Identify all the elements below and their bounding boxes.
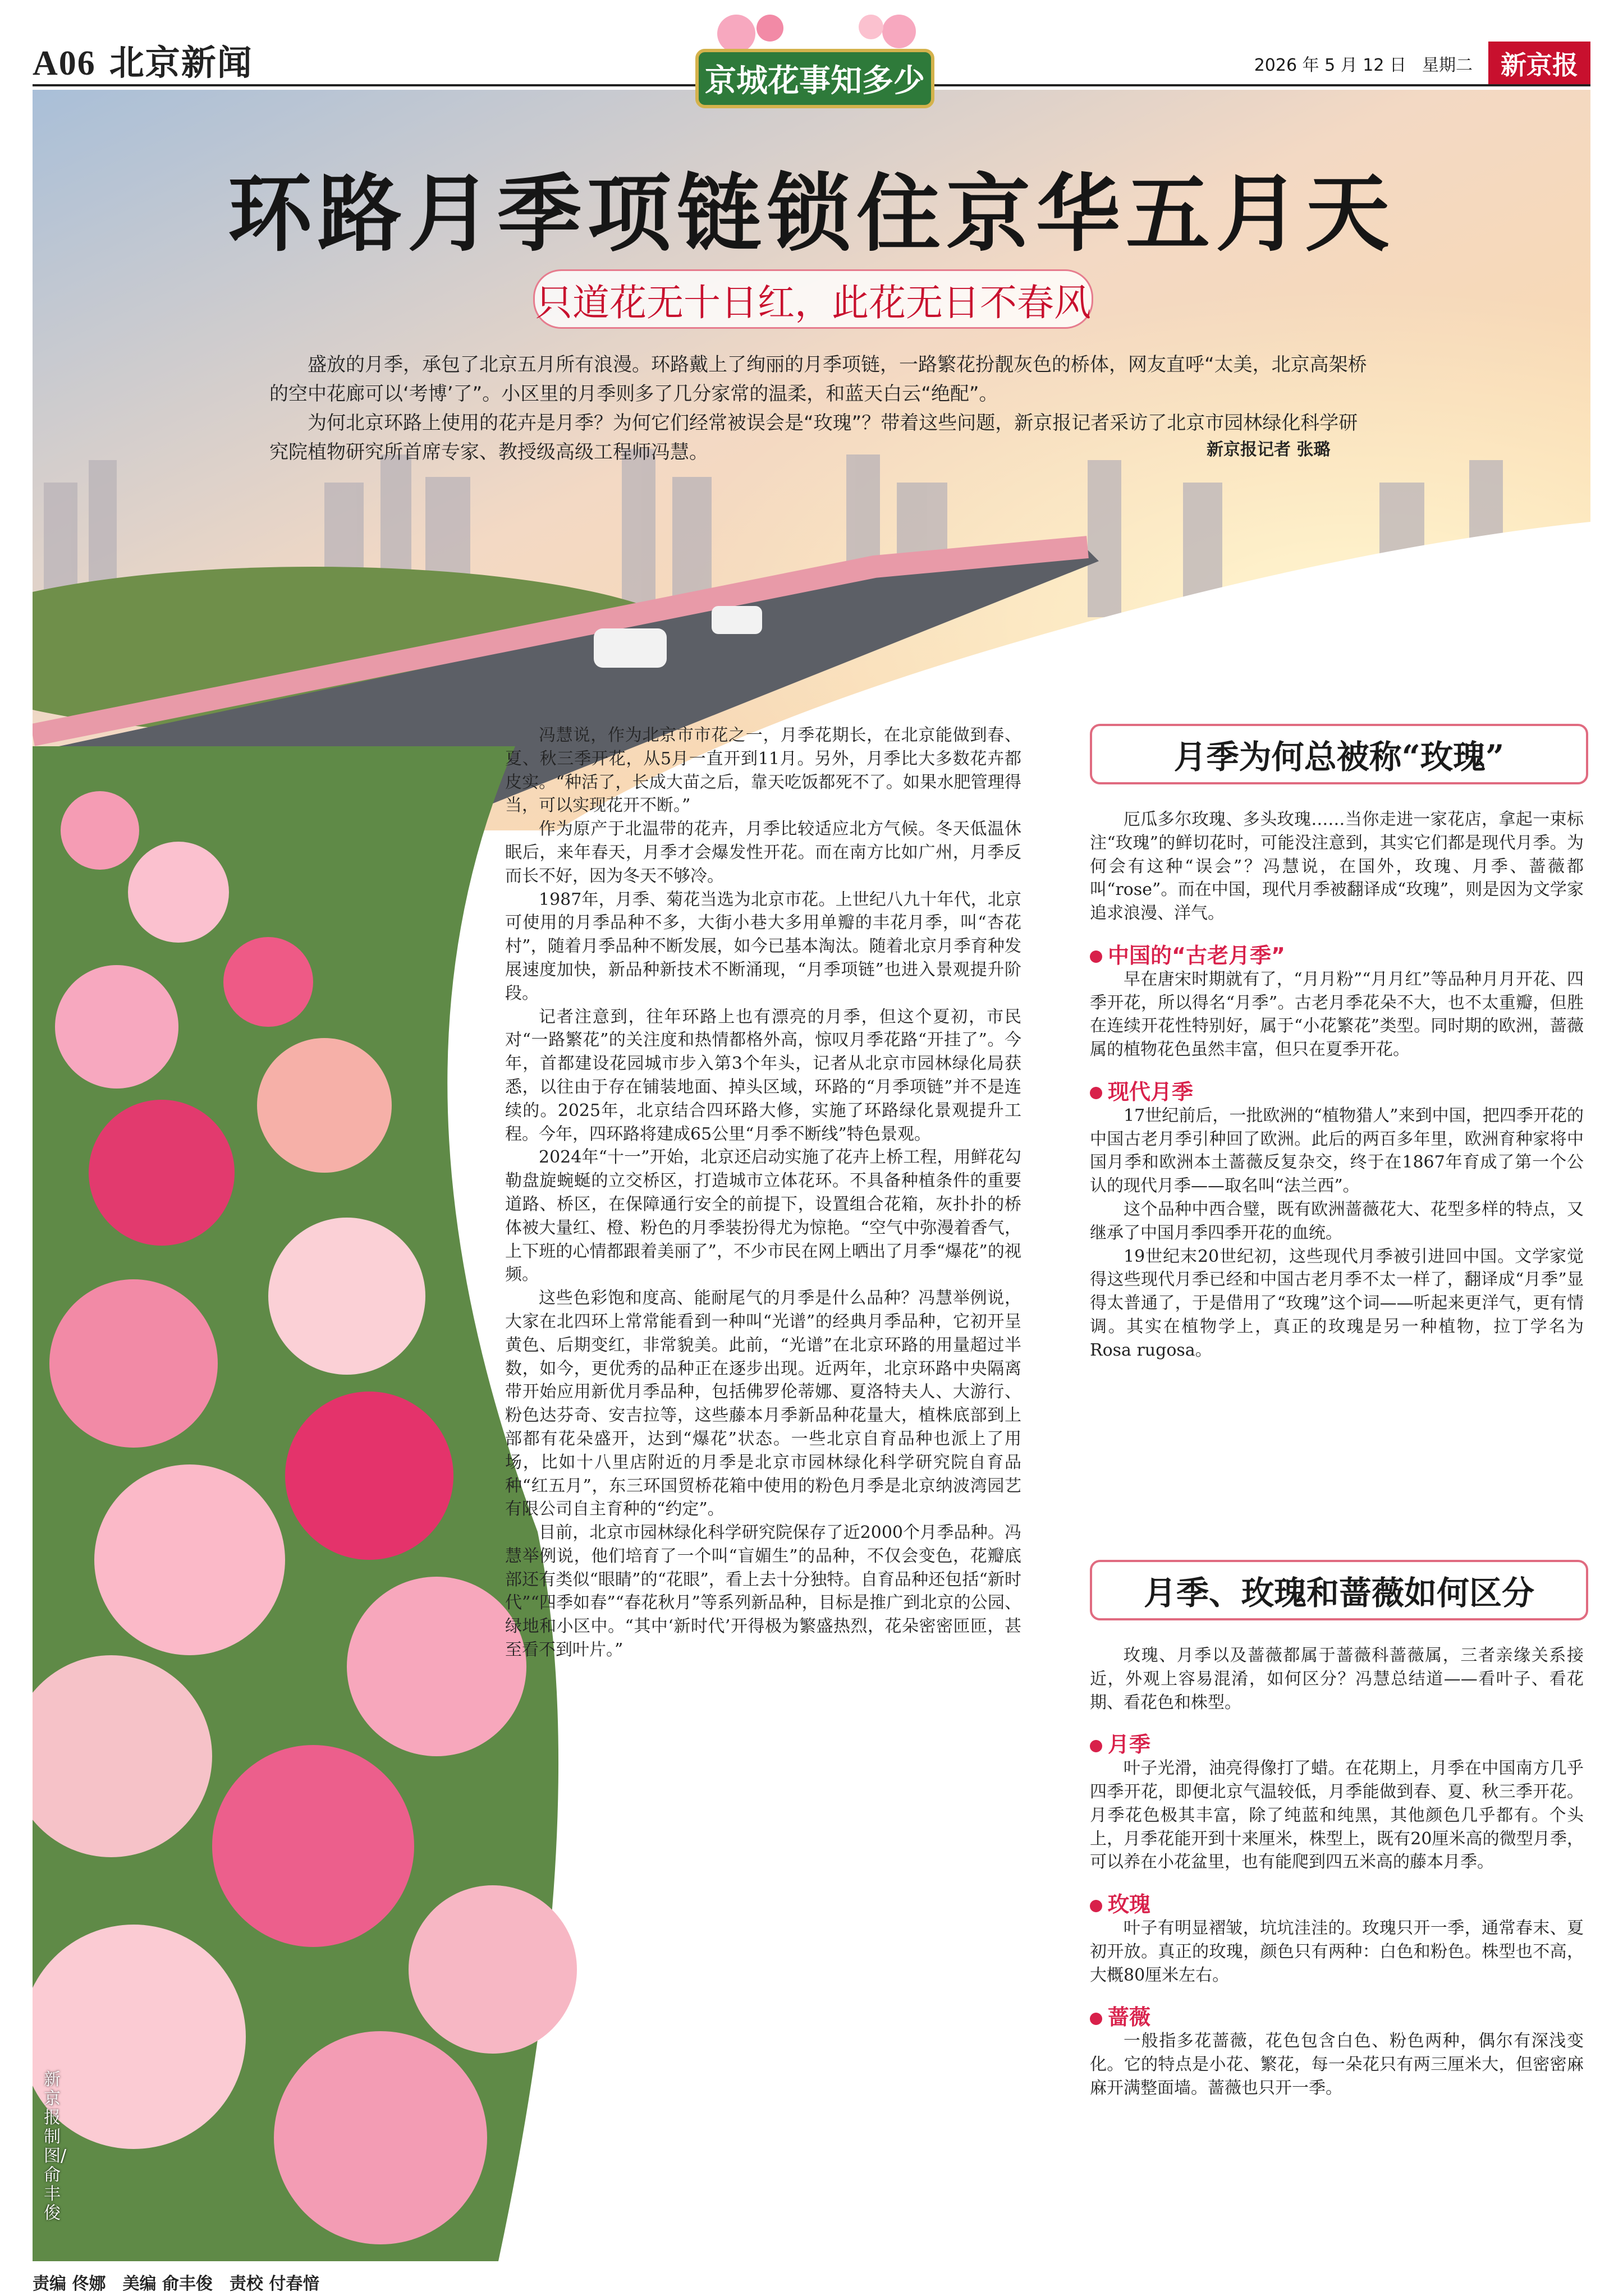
sidebar-body-rose-name xyxy=(1090,808,1584,1362)
sidebar-paragraph: 叶子有明显褶皱，坑坑洼洼的。玫瑰只开一季，通常春末、夏初开放。真正的玫瑰，颜色只有两种：白色和粉色。株型也不高，大概80厘米左右。 xyxy=(1090,1918,1584,1985)
sidebar-paragraph: 这个品种中西合璧，既有欧洲蔷薇花大、花型多样的特点，又继承了中国月季四季开花的血统。 xyxy=(1090,1199,1584,1243)
body-paragraph: 这些色彩饱和度高、能耐尾气的月季是什么品种？冯慧举例说，大家在北四环上常常能看到一种叫“光谱”的经典月季品种，它初开呈黄色、后期变红，非常貌美。此前，“光谱”在北京环路的用量超过半数，如今，更优秀的品种正在逐步出现。近两年，北京环路中央隔离带开始应用新优月季品种，包括佛罗伦蒂娜、夏洛特夫人、大游行、粉色达芬奇、安吉拉等，这些藤本月季新品种花量大，植株底部到上部都有花朵盛开，达到“爆花”状态。一些北京自育品种也派上了用场，比如十八里店附近的月季是北京市园林绿化科学研究院自育品种“红五月”，东三环国贸桥花箱中使用的粉色月季是北京纳波湾园艺有限公司自主育种的“约定”。 xyxy=(505,1288,1021,1519)
editor-credits: 责编 佟娜 美编 俞丰俊 责校 付春愔 xyxy=(33,2274,320,2294)
sidebar-title-rose-name: 月季为何总被称“玫瑰” xyxy=(1090,724,1588,784)
sidebar-paragraph: 一般指多花蔷薇，花色包含白色、粉色两种，偶尔有深浅变化。它的特点是小花、繁花，每一朵花只有两三厘米大，但密密麻麻开满整面墙。蔷薇也只开一季。 xyxy=(1090,2031,1584,2098)
body-paragraph: 目前，北京市园林绿化科学研究院保存了近2000个月季品种。冯慧举例说，他们培育了一个叫“盲媚生”的品种，不仅会变色，花瓣底部还有类似“眼睛”的“花眼”，看上去十分独特。自育品种还包括“新时代”“四季如春”“春花秋月”等系列新品种，目标是推广到北京的公园、绿地和小区中。“其中‘新时代’开得极为繁盛热烈，花朵密密匝匝，甚至看不到叶片。” xyxy=(505,1523,1021,1660)
lead-text: 为何北京环路上使用的花卉是月季？为何它们经常被误会是“玫瑰”？带着这些问题，新京报记者采访了北京市园林绿化科学研究院植物研究所首席专家、教授级高级工程师冯慧。 xyxy=(269,412,1358,463)
illustration-credit: 新京报制图/俞丰俊 xyxy=(44,2070,67,2223)
lead-text: 盛放的月季，承包了北京五月所有浪漫。环路戴上了绚丽的月季项链，一路繁花扮靓灰色的桥体，网友直呼“太美，北京高架桥的空中花廊可以‘考博’了”。小区里的月季则多了几分家常的温柔，和蓝天白云“绝配”。 xyxy=(269,353,1367,405)
byline: 新京报记者 张璐 xyxy=(1207,440,1331,460)
sidebar-paragraph: 厄瓜多尔玫瑰、多头玫瑰……当你走进一家花店，拿起一束标注“玫瑰”的鲜切花时，可能没注意到，其实它们都是现代月季。为何会有这种“误会”？冯慧说，在国外，玫瑰、月季、蔷薇都叫“rose”。而在中国，现代月季被翻译成“玫瑰”，则是因为文学家追求浪漫、洋气。 xyxy=(1090,810,1584,924)
article-body xyxy=(505,724,1021,1662)
issue-weekday: 星期二 xyxy=(1422,56,1473,75)
page-header-right xyxy=(1254,42,1590,85)
body-paragraph: 冯慧说，作为北京市市花之一，月季花期长，在北京能做到春、夏、秋三季开花，从5月一直开到11月。另外，月季比大多数花卉都皮实。“种活了，长成大苗之后，靠天吃饭都死不了。如果水肥管理得当，可以实现花开不断。” xyxy=(505,725,1021,816)
newspaper-logo: 新京报 xyxy=(1488,42,1590,85)
subheading-yueji: 月季 xyxy=(1090,1733,1584,1757)
body-paragraph: 记者注意到，往年环路上也有漂亮的月季，但这个夏初，市民对“一路繁花”的关注度和热情都格外高，惊叹月季花路“开挂了”。今年，首都建设花园城市步入第3个年头，记者从北京市园林绿化局获悉，以往由于存在铺装地面、掉头区域，环路的“月季项链”并不是连续的。2025年，北京结合四环路大修，实施了环路绿化景观提升工程。今年，四环路将建成65公里“月季不断线”特色景观。 xyxy=(505,1007,1021,1144)
subheading-meigui: 玫瑰 xyxy=(1090,1893,1584,1917)
body-paragraph: 1987年，月季、菊花当选为北京市花。上世纪八九十年代，北京可使用的月季品种不多，大街小巷大多用单瓣的丰花月季，叫“杏花村”，随着月季品种不断发展，如今已基本淘汰。随着北京月季育种发展速度加快，新品种新技术不断涌现，“月季项链”也进入景观提升阶段。 xyxy=(505,889,1021,1003)
body-paragraph: 作为原产于北温带的花卉，月季比较适应北方气候。冬天低温休眠后，来年春天，月季才会爆发性开花。而在南方比如广州，月季反而长不好，因为冬天不够冷。 xyxy=(505,819,1021,886)
sidebar-paragraph: 17世纪前后，一批欧洲的“植物猎人”来到中国，把四季开花的中国古老月季引种回了欧洲。此后的两百多年里，欧洲育种家将中国月季和欧洲本土蔷薇反复杂交，终于在1867年育成了第一个公认的现代月季——取名叫“法兰西”。 xyxy=(1090,1105,1584,1196)
issue-date: 2026 年 5 月 12 日 xyxy=(1254,56,1406,75)
headline: 环路月季项链锁住京华五月天 xyxy=(227,164,1395,263)
subheading-ancient-rose: 中国的“古老月季” xyxy=(1090,944,1584,968)
sidebar-body-distinguish xyxy=(1090,1644,1584,2100)
column-title: 京城花事知多少 xyxy=(705,63,925,99)
lead-paragraph xyxy=(269,350,1369,467)
sidebar-title-distinguish: 月季、玫瑰和蔷薇如何区分 xyxy=(1090,1560,1588,1620)
page-number: A06 xyxy=(33,44,96,82)
sidebar-paragraph: 早在唐宋时期就有了，“月月粉”“月月红”等品种月月开花、四季开花，所以得名“月季”。古老月季花朵不大，也不太重瓣，但胜在连续开花性特别好，属于“小花繁花”类型。同时期的欧洲，蔷薇属的植物花色虽然丰富，但只在夏季开花。 xyxy=(1090,969,1584,1060)
sidebar-paragraph: 叶子光滑，油亮得像打了蜡。在花期上，月季在中国南方几乎四季开花，即便北京气温较低，月季能做到春、夏、秋三季开花。月季花色极其丰富，除了纯蓝和纯黑，其他颜色几乎都有。个头上，月季花能开到十来厘米，株型上，既有20厘米高的微型月季，可以养在小花盆里，也有能爬到四五米高的藤本月季。 xyxy=(1090,1758,1584,1872)
page-header-left xyxy=(33,35,253,85)
subheading-qiangwei: 蔷薇 xyxy=(1090,2006,1584,2029)
subheading-modern-rose: 现代月季 xyxy=(1090,1081,1584,1104)
section-name: 北京新闻 xyxy=(109,42,253,83)
sidebar-paragraph: 19世纪末20世纪初，这些现代月季被引进回中国。文学家觉得这些现代月季已经和中国古老月季不太一样了，翻译成“月季”显得太普通了，于是借用了“玫瑰”这个词——听起来更洋气，更有情调。其实在植物学上，真正的玫瑰是另一种植物，拉丁学名为Rosa rugosa。 xyxy=(1090,1246,1584,1360)
body-paragraph: 2024年“十一”开始，北京还启动实施了花卉上桥工程，用鲜花勾勒盘旋蜿蜒的立交桥区，打造城市立体花环。不具备种植条件的重要道路、桥区，在保障通行安全的前提下，设置组合花箱，灰扑扑的桥体被大量红、橙、粉色的月季装扮得尤为惊艳。“空气中弥漫着香气，上下班的心情都跟着美丽了”，不少市民在网上晒出了月季“爆花”的视频。 xyxy=(505,1147,1021,1285)
sidebar-paragraph: 玫瑰、月季以及蔷薇都属于蔷薇科蔷薇属，三者亲缘关系接近，外观上容易混淆，如何区分？冯慧总结道——看叶子、看花期、看花色和株型。 xyxy=(1090,1646,1584,1712)
subheadline: 只道花无十日红，此花无日不春风 xyxy=(533,269,1093,329)
